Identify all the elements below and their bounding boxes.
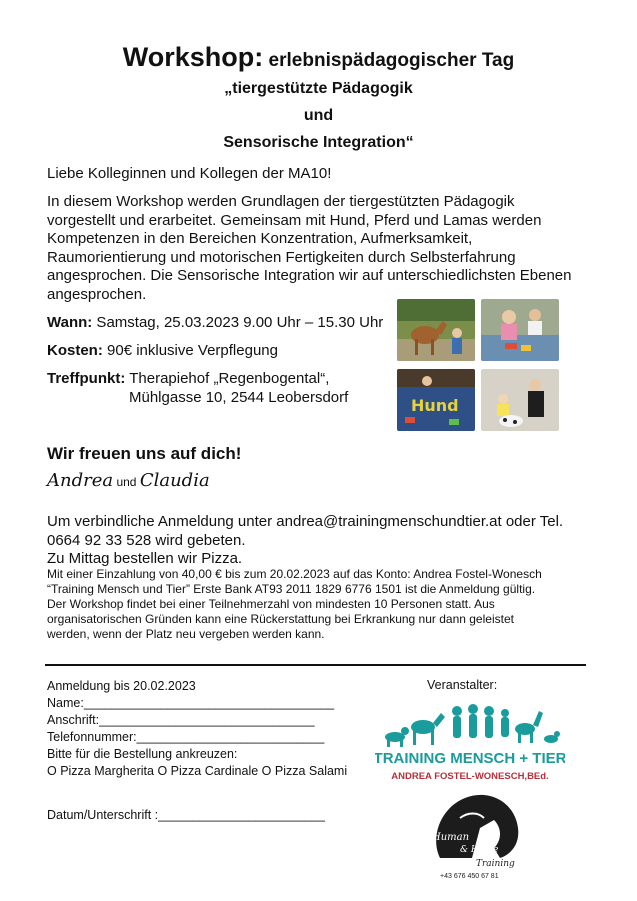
title-sub: erlebnispädagogischer Tag [263,50,515,71]
training-mensch-tier-logo [375,697,565,787]
signature-und: und [113,475,140,489]
intro-line: In diesem Workshop werden Grundlagen der tiergestützten Pädagogik [47,193,515,210]
form-phone-field[interactable]: Telefonnummer:___________________________ [47,730,325,744]
photo-dog-child [481,369,559,431]
fine-print-line: organisatorischen Gründen kann eine Rückerstattung bei Erkrankung nur dann geleistet [47,612,514,626]
signature-name-2: Claudia [139,470,210,491]
divider-line [45,664,586,666]
intro-line: Kompetenzen in den Bereichen Konzentration, Aufmerksamkeit, [47,230,473,247]
photo-collage [397,299,559,431]
subtitle-line-2: und [303,107,334,124]
intro-line: angesprochen. Die Sensorische Integration wir auf unterschiedlichsten Ebenen [47,267,572,284]
when-row [47,314,383,333]
meeting-point-label: Treffpunkt: [47,370,126,387]
horse-word-3: Training [476,859,515,869]
form-pizza-options[interactable]: O Pizza Margherita O Pizza Cardinale O Pizza Salami [47,764,348,778]
title-main: Workshop: [122,42,264,72]
photo-word: Hund [411,396,459,415]
signature [47,470,210,491]
fine-print-line: werden, wenn der Platz neu vergeben werden kann. [47,627,325,641]
form-date-signature-field[interactable]: Datum/Unterschrift :________________________ [47,808,325,822]
cost-row [47,342,278,361]
meeting-point-address: Mühlgasse 10, 2544 Leobersdorf [129,389,349,406]
intro-paragraph [47,193,587,304]
fine-print-line: Mit einer Einzahlung von 40,00 € bis zum 20.02.2023 auf das Konto: Andrea Fostel-Wonesch [47,567,542,581]
horse-phone: +43 676 450 67 81 [440,873,499,880]
form-deadline: Anmeldung bis 20.02.2023 [47,679,196,693]
when-value: Samstag, 25.03.2023 9.00 Uhr – 15.30 Uhr [92,314,384,331]
document-title [0,42,637,73]
subtitle-line-1: „tiergestützte Pädagogik [224,80,413,97]
form-pizza-prompt: Bitte für die Bestellung ankreuzen: [47,747,238,761]
horse-word-2: & Horse [460,845,499,855]
horse-word-1: Human [432,832,470,843]
photo-children-play [481,299,559,361]
logo-title: TRAINING MENSCH + TIER [375,750,565,767]
logo-subtitle: ANDREA FOSTEL-WONESCH,BEd. [391,771,549,782]
cheer-heading: Wir freuen uns auf dich! [47,444,242,463]
greeting: Liebe Kolleginnen und Kollegen der MA10! [47,165,332,182]
registration-line: Um verbindliche Anmeldung unter andrea@trainingmenschundtier.at oder Tel. [47,513,564,530]
subtitle-line-3: Sensorische Integration“ [223,134,414,151]
photo-horse-child [397,299,475,361]
registration-line: 0664 92 33 528 wird gebeten. [47,531,246,549]
human-horse-training-logo [420,788,530,882]
intro-line: angesprochen. [47,285,147,303]
fine-print-line: “Training Mensch und Tier” Erste Bank AT93 2011 1829 6776 1501 ist die Anmeldung gültig. [47,582,536,596]
registration-paragraph [47,513,607,569]
cost-value: 90€ inklusive Verpflegung [102,342,278,359]
registration-line: Zu Mittag bestellen wir Pizza. [47,550,243,567]
meeting-point-row [47,370,329,389]
intro-line: vorgestellt und erarbeitet. Gemeinsam mit Hund, Pferd und Lamas werden [47,211,542,229]
form-address-field[interactable]: Anschrift:_______________________________ [47,713,315,727]
fine-print [47,567,607,642]
cost-label: Kosten: [47,342,103,359]
fine-print-line: Der Workshop findet bei einer Teilnehmerzahl von mindesten 10 Personen statt. Aus [47,597,495,611]
intro-line: Raumorientierung und motorischen Fertigkeiten durch Selbsterfahrung [47,248,516,266]
signature-name-1: Andrea [47,470,114,491]
form-name-field[interactable]: Name:____________________________________ [47,696,335,710]
when-label: Wann: [47,314,93,331]
meeting-point-value: Therapiehof „Regenbogental“, [125,370,330,387]
organizer-label: Veranstalter: [427,678,498,692]
photo-letters [397,369,475,431]
